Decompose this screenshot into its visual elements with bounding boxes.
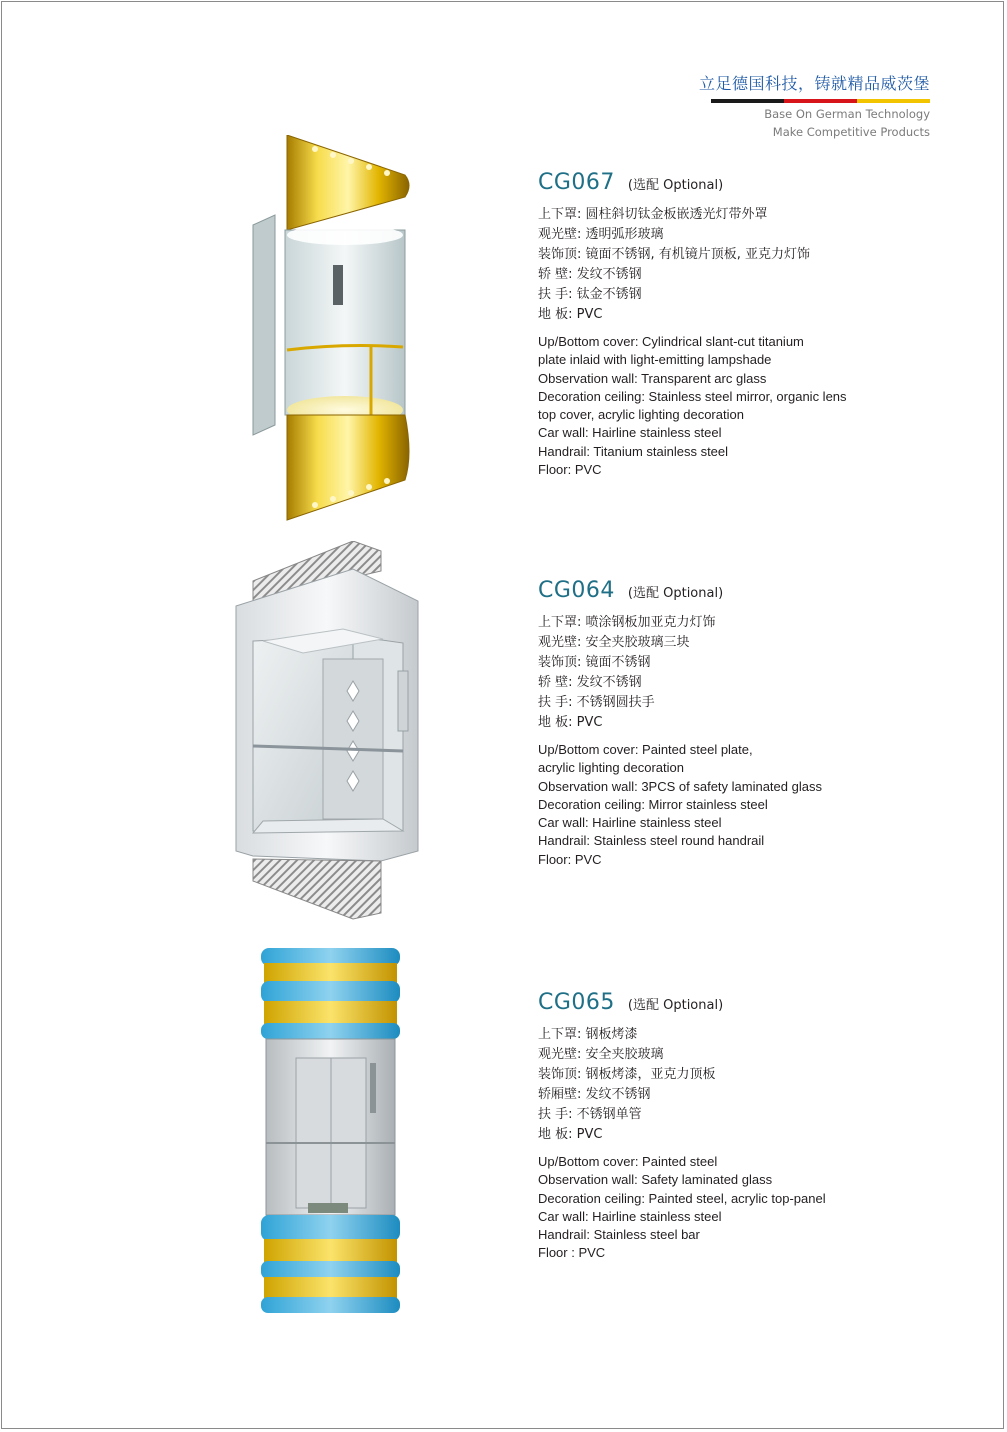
spec-en-row: Observation wall: 3PCS of safety laminated glass bbox=[538, 778, 822, 794]
specs-cn bbox=[538, 1025, 898, 1145]
spec-en-row: Handrail: Titanium stainless steel bbox=[538, 443, 729, 459]
spec-en-row: Observation wall: Safety laminated glass bbox=[538, 1172, 773, 1188]
spec-en-row: Floor: PVC bbox=[538, 851, 602, 867]
spec-en-row: top cover, acrylic lighting decoration bbox=[538, 407, 744, 423]
specs-en bbox=[538, 741, 898, 869]
spec-cn-row: 扶 手: 不锈钢单管 bbox=[538, 1107, 642, 1122]
spec-cn-row: 观光壁: 安全夹胶玻璃三块 bbox=[538, 635, 690, 650]
spec-en-row: Floor: PVC bbox=[538, 462, 602, 478]
optional-label: (选配 Optional) bbox=[627, 178, 724, 193]
spec-cn-row: 扶 手: 钛金不锈钢 bbox=[538, 287, 642, 302]
spec-cn-row: 装饰顶: 镜面不锈钢 bbox=[538, 655, 651, 670]
spec-cn-row: 轿 壁: 发纹不锈钢 bbox=[538, 675, 642, 690]
spec-en-row: Up/Bottom cover: Cylindrical slant-cut titanium bbox=[538, 334, 804, 349]
spec-en-row: Car wall: Hairline stainless steel bbox=[538, 815, 722, 831]
elevator-cg065-image bbox=[258, 943, 403, 1318]
optional-label: (选配 Optional) bbox=[627, 586, 724, 601]
product-info bbox=[538, 990, 898, 1263]
german-flag-bar bbox=[711, 99, 930, 103]
optional-label: (选配 Optional) bbox=[627, 998, 724, 1013]
spec-cn-row: 观光壁: 透明弧形玻璃 bbox=[538, 227, 664, 242]
spec-en-row: acrylic lighting decoration bbox=[538, 760, 684, 776]
spec-en-row: Decoration ceiling: Painted steel, acrylic top-panel bbox=[538, 1190, 826, 1206]
specs-en bbox=[538, 333, 898, 479]
spec-cn-row: 地 板: PVC bbox=[538, 715, 603, 730]
spec-cn-row: 装饰顶: 钢板烤漆，亚克力顶板 bbox=[538, 1067, 716, 1082]
model-title: CG064 bbox=[538, 578, 615, 603]
spec-cn-row: 上下罩: 圆柱斜切钛金板嵌透光灯带外罩 bbox=[538, 207, 768, 222]
product-info bbox=[538, 578, 898, 869]
spec-en-row: Handrail: Stainless steel round handrail bbox=[538, 833, 765, 849]
spec-en-row: Car wall: Hairline stainless steel bbox=[538, 425, 722, 441]
elevator-cg064-image bbox=[233, 541, 423, 921]
spec-en-row: Up/Bottom cover: Painted steel plate, bbox=[538, 742, 753, 757]
spec-cn-row: 上下罩: 喷涂钢板加亚克力灯饰 bbox=[538, 615, 716, 630]
slogan-en-line2: Make Competitive Products bbox=[772, 125, 930, 139]
spec-cn-row: 观光壁: 安全夹胶玻璃 bbox=[538, 1047, 664, 1062]
slogan-cn: 立足德国科技，铸就精品威茨堡 bbox=[698, 74, 930, 93]
product-info bbox=[538, 170, 898, 479]
slogan-en-line1: Base On German Technology bbox=[764, 107, 930, 121]
spec-cn-row: 上下罩: 钢板烤漆 bbox=[538, 1027, 638, 1042]
spec-en-row: plate inlaid with light-emitting lampshade bbox=[538, 352, 772, 368]
spec-en-row: Observation wall: Transparent arc glass bbox=[538, 370, 767, 386]
spec-en-row: Car wall: Hairline stainless steel bbox=[538, 1208, 722, 1224]
spec-en-row: Floor : PVC bbox=[538, 1245, 606, 1261]
spec-en-row: Up/Bottom cover: Painted steel bbox=[538, 1154, 718, 1169]
specs-cn bbox=[538, 205, 898, 325]
spec-en-row: Decoration ceiling: Mirror stainless steel bbox=[538, 796, 768, 812]
spec-en-row: Handrail: Stainless steel bar bbox=[538, 1227, 700, 1243]
spec-cn-row: 轿 壁: 发纹不锈钢 bbox=[538, 267, 642, 282]
model-title: CG067 bbox=[538, 170, 615, 195]
model-title: CG065 bbox=[538, 990, 615, 1015]
elevator-cg067-image bbox=[245, 135, 415, 525]
spec-en-row: Decoration ceiling: Stainless steel mirror, organic lens bbox=[538, 388, 847, 404]
spec-cn-row: 地 板: PVC bbox=[538, 1127, 603, 1142]
spec-cn-row: 装饰顶: 镜面不锈钢, 有机镜片顶板, 亚克力灯饰 bbox=[538, 247, 811, 262]
brand-header bbox=[610, 74, 930, 139]
specs-en bbox=[538, 1153, 898, 1263]
spec-cn-row: 轿厢壁: 发纹不锈钢 bbox=[538, 1087, 651, 1102]
specs-cn bbox=[538, 613, 898, 733]
spec-cn-row: 扶 手: 不锈钢圆扶手 bbox=[538, 695, 655, 710]
spec-cn-row: 地 板: PVC bbox=[538, 307, 603, 322]
